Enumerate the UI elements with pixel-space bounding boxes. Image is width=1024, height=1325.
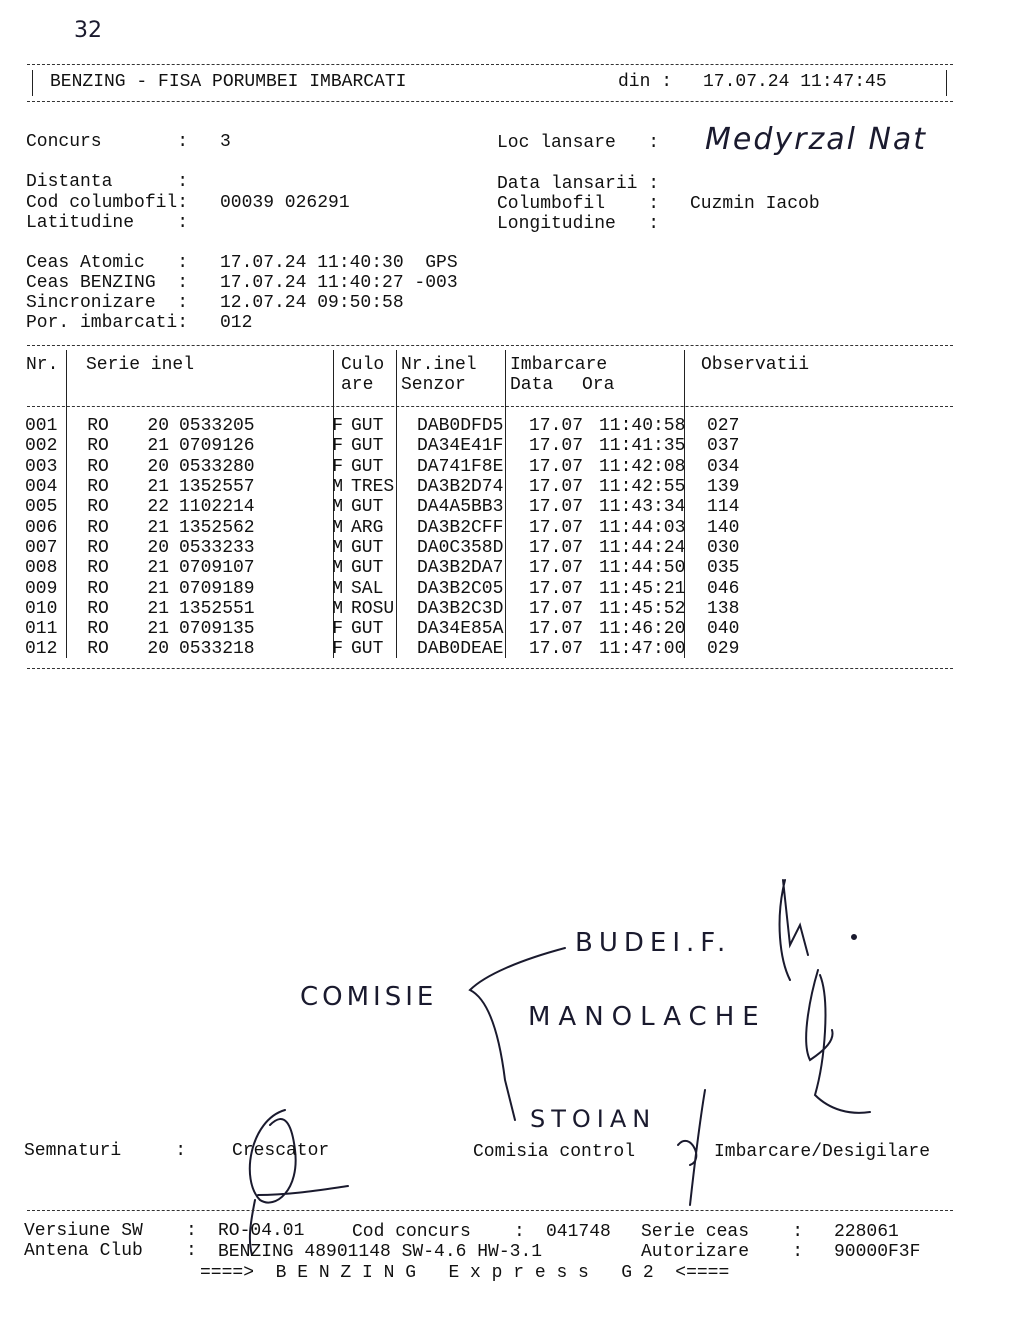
ceas-benzing-value: 17.07.24 11:40:27 -003 <box>220 273 458 293</box>
ceas-atomic-label: Ceas Atomic : <box>26 253 189 273</box>
cell-ro: RO <box>87 477 109 498</box>
cell-sx: F <box>332 619 343 640</box>
manolache-handwritten: MANOLACHE <box>528 1002 767 1032</box>
cell-col: ARG <box>351 517 384 538</box>
cell-nr: 007 <box>25 537 58 558</box>
cell-yr: 20 <box>147 456 169 477</box>
commission-bracket <box>470 948 565 1120</box>
cell-num: 0533233 <box>179 537 255 558</box>
cell-yr: 21 <box>147 598 169 619</box>
stoian-handwritten: STOIAN <box>530 1105 657 1133</box>
cell-sx: M <box>332 598 343 619</box>
cell-tm: 11:41:35 <box>599 436 686 457</box>
cell-tm: 11:44:03 <box>599 517 686 538</box>
page-number-mark: 32 <box>74 18 102 43</box>
cell-ro: RO <box>87 436 109 457</box>
cell-yr: 21 <box>147 558 169 579</box>
cell-nr: 003 <box>25 456 58 477</box>
cell-num: 0709107 <box>179 558 255 579</box>
semnaturi-label: Semnaturi : <box>24 1141 187 1161</box>
sincronizare-value: 12.07.24 09:50:58 <box>220 293 404 313</box>
signature-stoian <box>678 1090 705 1205</box>
por-imbarcati-value: 012 <box>220 313 253 333</box>
cell-num: 0533218 <box>179 639 255 660</box>
cell-nr: 002 <box>25 436 58 457</box>
cell-ro: RO <box>87 558 109 579</box>
cell-yr: 21 <box>147 477 169 498</box>
cell-sen: DA3B2D74 <box>417 477 504 498</box>
cell-sx: M <box>332 578 343 599</box>
antena-label: Antena Club : <box>24 1241 197 1261</box>
cell-col: GUT <box>351 436 384 457</box>
cell-sx: F <box>332 456 343 477</box>
signature-manolache <box>806 970 870 1113</box>
cell-tm: 11:46:20 <box>599 619 686 640</box>
cell-yr: 20 <box>147 416 169 437</box>
cell-col: GUT <box>351 537 384 558</box>
cell-sen: DA3B2DA7 <box>417 558 504 579</box>
header-din-label: din : <box>618 72 673 92</box>
cell-num: 1352562 <box>179 517 255 538</box>
serie-ceas-value: 228061 <box>834 1222 899 1242</box>
cell-ro: RO <box>87 456 109 477</box>
columbofil-label: Columbofil : <box>497 194 660 214</box>
cell-sen: DA0C358D <box>417 537 504 558</box>
columbofil-value: Cuzmin Iacob <box>690 194 820 214</box>
cell-ro: RO <box>87 578 109 599</box>
versiune-value: RO-04.01 <box>218 1221 305 1241</box>
cell-num: 1352551 <box>179 598 255 619</box>
cell-obs: 139 <box>707 477 740 498</box>
cell-sen: DA3B2CFF <box>417 517 504 538</box>
col-header-data: Data <box>510 375 554 395</box>
cell-obs: 030 <box>707 537 740 558</box>
cell-yr: 21 <box>147 436 169 457</box>
cell-tm: 11:40:58 <box>599 416 686 437</box>
ceas-benzing-label: Ceas BENZING : <box>26 273 189 293</box>
cell-ro: RO <box>87 639 109 660</box>
cell-nr: 006 <box>25 517 58 538</box>
cell-obs: 046 <box>707 578 740 599</box>
cell-dt: 17.07 <box>529 619 584 640</box>
cell-obs: 114 <box>707 497 740 518</box>
comisie-handwritten: COMISIE <box>300 982 438 1012</box>
cell-dt: 17.07 <box>529 416 584 437</box>
cell-sx: M <box>332 497 343 518</box>
cell-dt: 17.07 <box>529 598 584 619</box>
versiune-label: Versiune SW : <box>24 1221 197 1241</box>
longitudine-label: Longitudine : <box>497 214 660 234</box>
benzing-banner: ====> B E N Z I N G E x p r e s s G 2 <==== <box>200 1263 730 1283</box>
cell-nr: 009 <box>25 578 58 599</box>
cell-sx: F <box>332 639 343 660</box>
cod-concurs-value: 041748 <box>546 1222 611 1242</box>
cell-sx: F <box>332 416 343 437</box>
cell-num: 0709189 <box>179 578 255 599</box>
cell-yr: 20 <box>147 537 169 558</box>
signature-budei <box>780 880 808 980</box>
cell-sx: M <box>332 537 343 558</box>
cell-dt: 17.07 <box>529 456 584 477</box>
cell-num: 0533205 <box>179 416 255 437</box>
cell-obs: 140 <box>707 517 740 538</box>
latitudine-label: Latitudine : <box>26 213 189 233</box>
data-lansarii-label: Data lansarii : <box>497 174 660 194</box>
cell-obs: 040 <box>707 619 740 640</box>
cell-num: 0533280 <box>179 456 255 477</box>
cell-sen: DA34E85A <box>417 619 504 640</box>
cell-dt: 17.07 <box>529 436 584 457</box>
cell-ro: RO <box>87 537 109 558</box>
cell-ro: RO <box>87 517 109 538</box>
cell-nr: 010 <box>25 598 58 619</box>
cell-sen: DA34E41F <box>417 436 504 457</box>
cell-ro: RO <box>87 416 109 437</box>
cell-tm: 11:42:08 <box>599 456 686 477</box>
cell-nr: 011 <box>25 619 58 640</box>
col-header-senzor: Senzor <box>401 375 466 395</box>
autorizare-label: Autorizare : <box>641 1242 804 1262</box>
col-header-culo: Culo <box>341 355 385 375</box>
cell-obs: 029 <box>707 639 740 660</box>
cell-tm: 11:45:21 <box>599 578 686 599</box>
budei-handwritten: BUDEI.F. <box>575 928 732 958</box>
cell-yr: 21 <box>147 578 169 599</box>
cod-columbofil-value: 00039 026291 <box>220 193 350 213</box>
cell-sx: F <box>332 436 343 457</box>
footer-rule <box>27 1210 953 1211</box>
cell-sen: DA3B2C3D <box>417 598 504 619</box>
cell-dt: 17.07 <box>529 537 584 558</box>
cell-tm: 11:45:52 <box>599 598 686 619</box>
antena-value: BENZING 48901148 SW-4.6 HW-3.1 <box>218 1242 543 1262</box>
col-header-imbarcare: Imbarcare <box>510 355 608 375</box>
cell-sx: M <box>332 558 343 579</box>
cell-col: GUT <box>351 619 384 640</box>
cell-ro: RO <box>87 598 109 619</box>
cell-tm: 11:44:50 <box>599 558 686 579</box>
cell-dt: 17.07 <box>529 497 584 518</box>
cell-col: TRES <box>351 477 395 498</box>
cell-col: ROSU <box>351 598 395 619</box>
header-datetime: 17.07.24 11:47:45 <box>703 72 887 92</box>
cell-sen: DAB0DEAE <box>417 639 504 660</box>
col-header-serie: Serie inel <box>86 355 195 375</box>
cell-col: GUT <box>351 456 384 477</box>
loc-lansare-label: Loc lansare : <box>497 133 660 153</box>
serie-ceas-label: Serie ceas : <box>641 1222 804 1242</box>
concurs-label: Concurs : <box>26 132 189 152</box>
cell-num: 1352557 <box>179 477 255 498</box>
distanta-label: Distanta : <box>26 172 189 192</box>
cell-sen: DA3B2C05 <box>417 578 504 599</box>
cell-obs: 035 <box>707 558 740 579</box>
ceas-atomic-value: 17.07.24 11:40:30 GPS <box>220 253 458 273</box>
cell-obs: 034 <box>707 456 740 477</box>
cell-nr: 012 <box>25 639 58 660</box>
cod-concurs-label: Cod concurs : <box>352 1222 525 1242</box>
col-header-observatii: Observatii <box>701 355 810 375</box>
col-header-ora: Ora <box>582 375 615 395</box>
cell-sen: DA741F8E <box>417 456 504 477</box>
cell-col: SAL <box>351 578 384 599</box>
cell-dt: 17.07 <box>529 639 584 660</box>
cell-dt: 17.07 <box>529 477 584 498</box>
cell-obs: 027 <box>707 416 740 437</box>
cell-yr: 22 <box>147 497 169 518</box>
document-title: BENZING - FISA PORUMBEI IMBARCATI <box>50 72 407 92</box>
cell-col: GUT <box>351 558 384 579</box>
cod-columbofil-label: Cod columbofil: <box>26 193 189 213</box>
signature-imbarcare-label: Imbarcare/Desigilare <box>714 1142 931 1162</box>
cell-col: GUT <box>351 497 384 518</box>
cell-yr: 21 <box>147 619 169 640</box>
cell-nr: 008 <box>25 558 58 579</box>
cell-nr: 005 <box>25 497 58 518</box>
cell-nr: 004 <box>25 477 58 498</box>
cell-sen: DAB0DFD5 <box>417 416 504 437</box>
cell-yr: 20 <box>147 639 169 660</box>
cell-nr: 001 <box>25 416 58 437</box>
cell-obs: 138 <box>707 598 740 619</box>
cell-ro: RO <box>87 497 109 518</box>
concurs-value: 3 <box>220 132 231 152</box>
por-imbarcati-label: Por. imbarcati: <box>26 313 189 333</box>
autorizare-value: 90000F3F <box>834 1242 921 1262</box>
col-header-nr: Nr. <box>26 355 59 375</box>
col-header-are: are <box>341 375 374 395</box>
cell-sen: DA4A5BB3 <box>417 497 504 518</box>
cell-tm: 11:43:34 <box>599 497 686 518</box>
cell-dt: 17.07 <box>529 578 584 599</box>
cell-tm: 11:44:24 <box>599 537 686 558</box>
cell-ro: RO <box>87 619 109 640</box>
cell-tm: 11:42:55 <box>599 477 686 498</box>
cell-col: GUT <box>351 639 384 660</box>
cell-sx: M <box>332 517 343 538</box>
cell-num: 1102214 <box>179 497 255 518</box>
cell-sx: M <box>332 477 343 498</box>
cell-col: GUT <box>351 416 384 437</box>
cell-dt: 17.07 <box>529 517 584 538</box>
cell-num: 0709135 <box>179 619 255 640</box>
cell-yr: 21 <box>147 517 169 538</box>
signature-crescator-label: Crescator <box>232 1141 330 1161</box>
cell-dt: 17.07 <box>529 558 584 579</box>
cell-num: 0709126 <box>179 436 255 457</box>
col-header-nrinel: Nr.inel <box>401 355 477 375</box>
signature-comisia-label: Comisia control <box>473 1142 636 1162</box>
cell-tm: 11:47:00 <box>599 639 686 660</box>
sincronizare-label: Sincronizare : <box>26 293 189 313</box>
loc-lansare-handwritten: Medyrzal Nat <box>705 122 928 157</box>
cell-obs: 037 <box>707 436 740 457</box>
